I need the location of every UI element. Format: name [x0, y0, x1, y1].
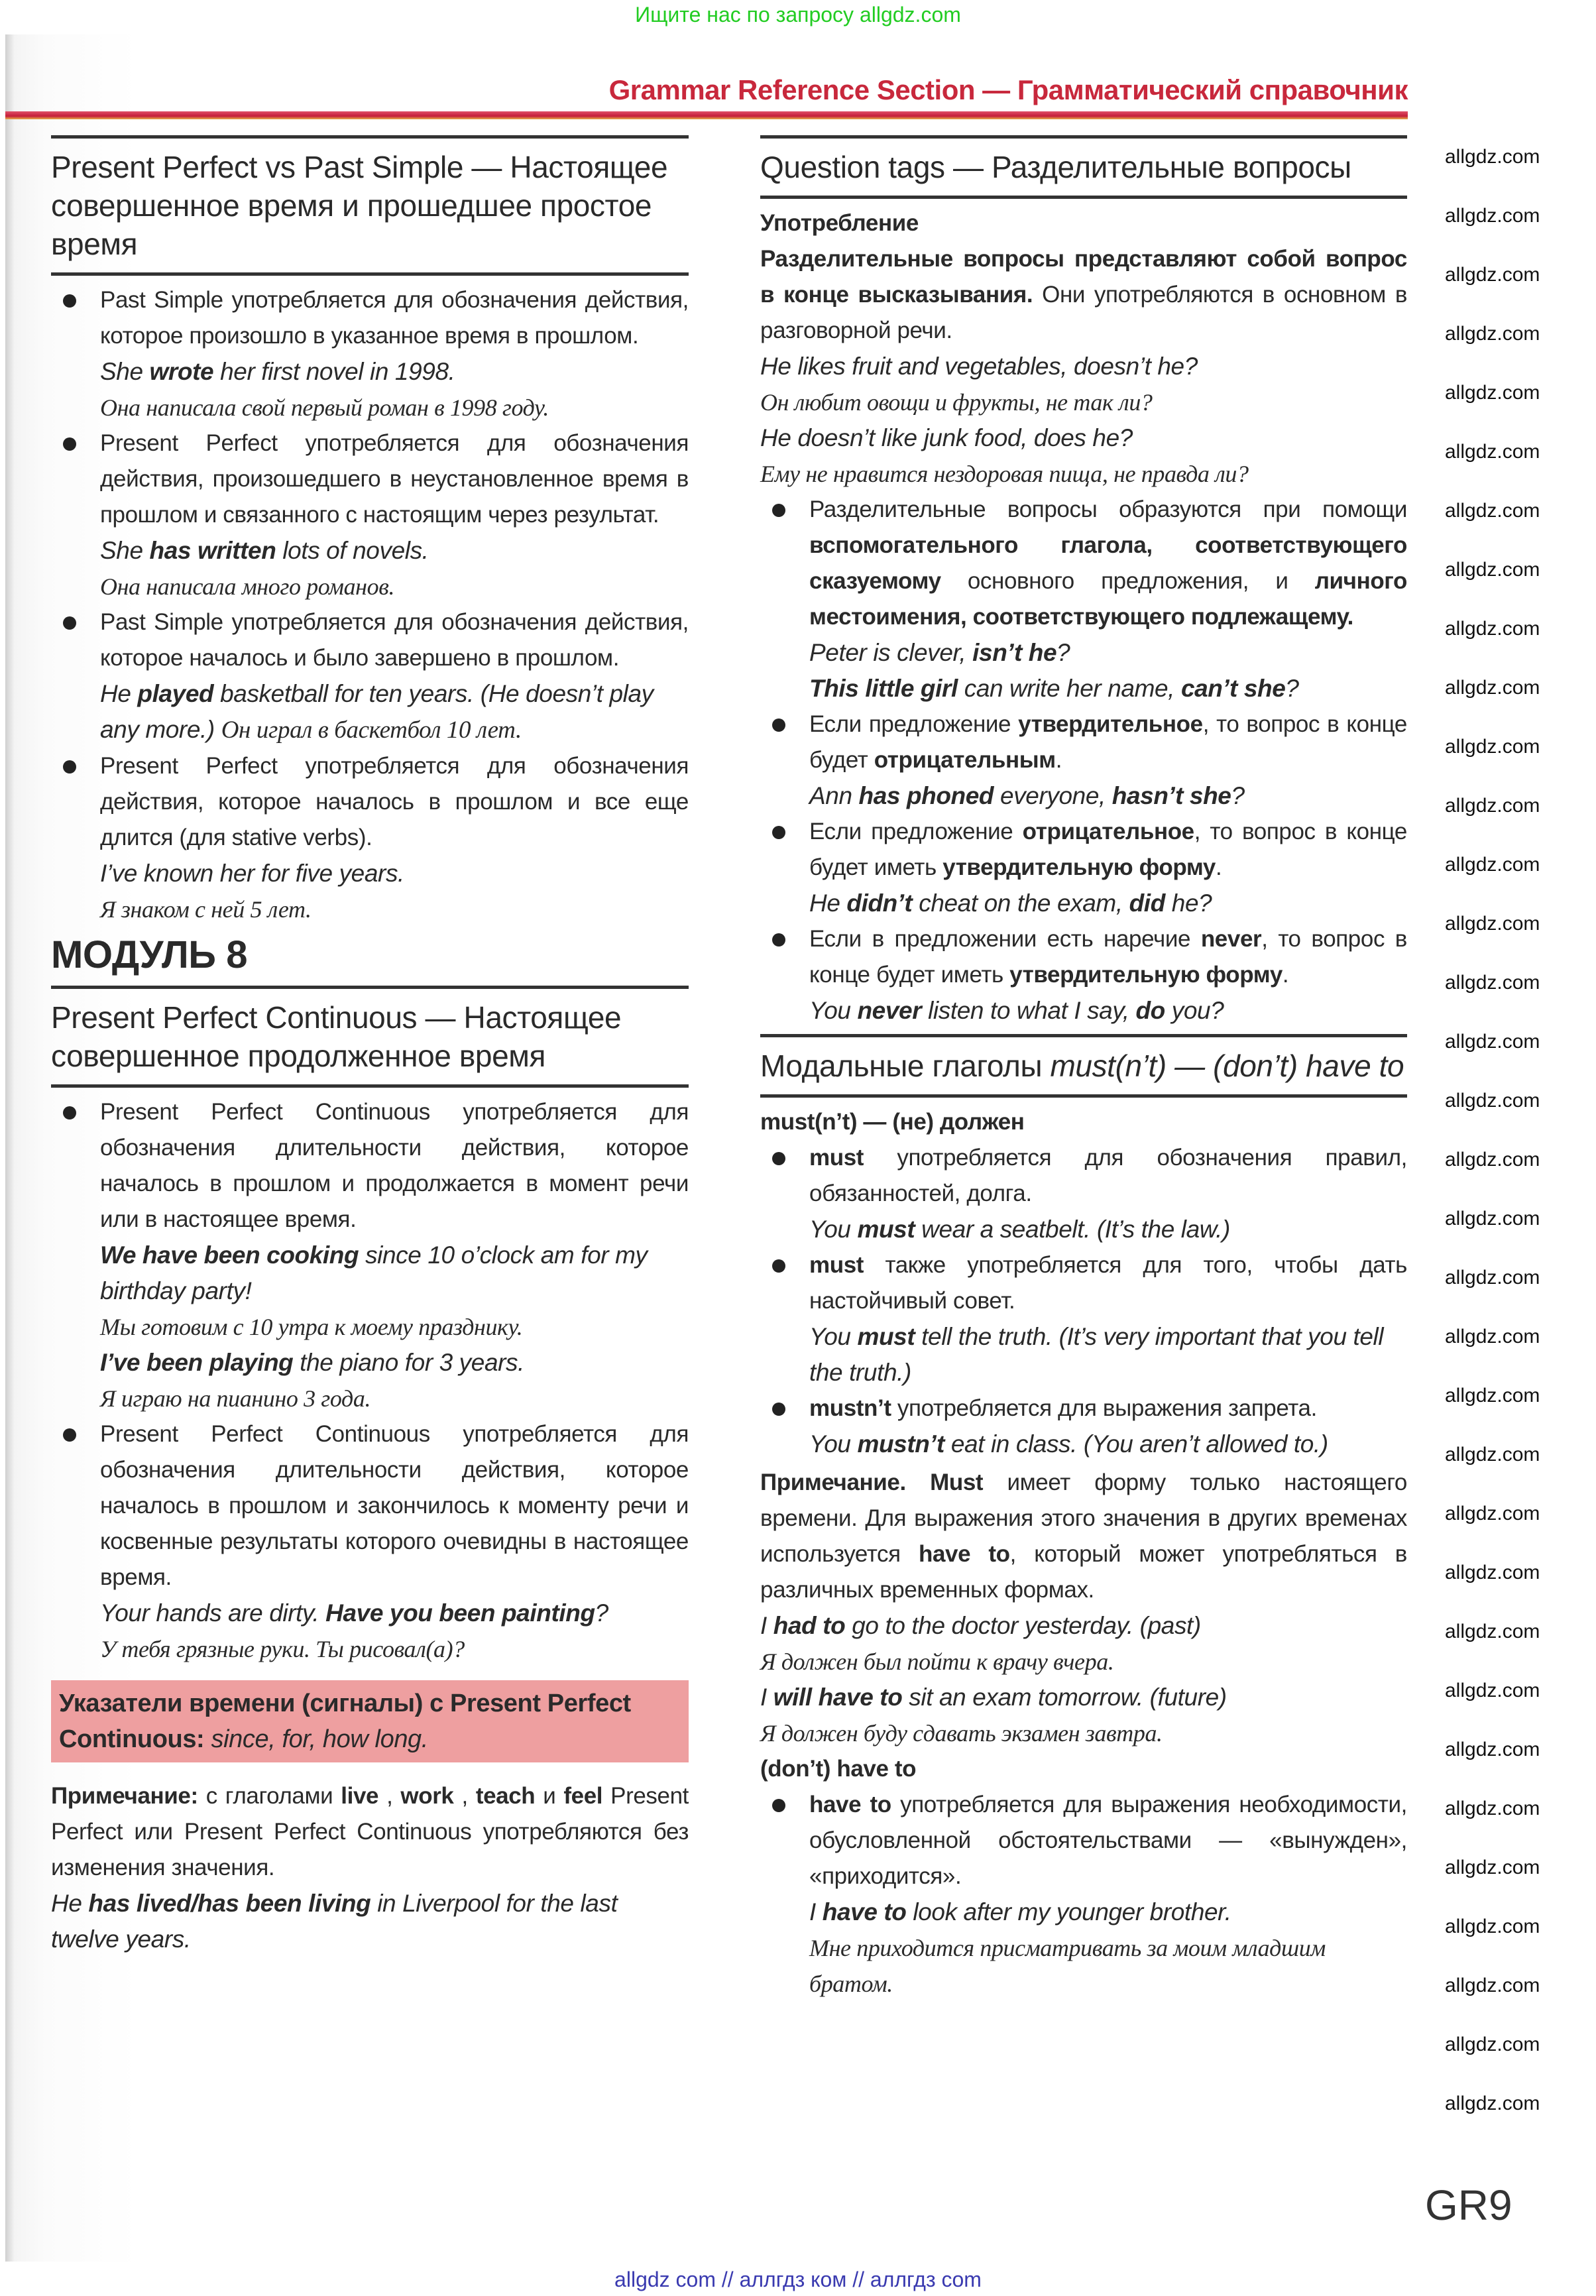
text-segment: Present Perfect употребляется для обозначения действия, произошедшего в неустановленное время в прошлом и связанного с настоящим через результат.	[100, 430, 689, 528]
text-segment: eat in class. (You aren’t allowed to.)	[944, 1430, 1328, 1458]
text-segment: has written	[149, 537, 276, 564]
text-segment: , то вопрос в конце будет иметь	[809, 926, 1407, 988]
watermark: allgdz.com	[1445, 1090, 1540, 1112]
bullet-item	[51, 604, 689, 676]
text-segment: , который может употребляться в различных временных формах.	[760, 1541, 1407, 1603]
example	[760, 1319, 1407, 1391]
text-segment: do	[1135, 997, 1165, 1024]
divider	[760, 196, 1407, 199]
text-segment: hasn’t she	[1112, 782, 1231, 809]
text-segment: isn’t he	[972, 639, 1057, 666]
text-segment: never	[1200, 926, 1262, 952]
watermark: allgdz.com	[1445, 913, 1540, 935]
time-markers-box	[51, 1680, 689, 1762]
section-title	[760, 145, 1407, 190]
text-segment: have to	[918, 1541, 1010, 1567]
section-title	[51, 145, 689, 267]
bullet-item	[760, 1391, 1407, 1426]
text-segment: .	[1215, 854, 1222, 880]
watermark: allgdz.com	[1445, 1326, 1540, 1348]
text-segment: утвердительную форму	[942, 854, 1216, 880]
text-segment: mustn’t	[857, 1430, 944, 1458]
text-segment: He	[100, 680, 138, 707]
text-segment: .	[1282, 962, 1289, 988]
watermark: allgdz.com	[1445, 1857, 1540, 1878]
text-segment: You	[809, 1430, 858, 1458]
text-segment: Они употребляются в основном в разговорной речи.	[760, 282, 1408, 343]
text-segment: I’ve known her for five years.	[100, 860, 404, 887]
text-segment: Он играл в баскетбол 10 лет.	[221, 717, 522, 744]
watermark: allgdz.com	[1445, 1444, 1540, 1465]
text-segment: Present Perfect или Present Perfect Continuous употребляются без изменения значения.	[51, 1783, 689, 1880]
module-title	[51, 930, 689, 980]
example	[51, 354, 689, 390]
text-segment: употребляется для выражения необходимости, обусловленной обстоятельствами — «вынужден», «приходится».	[809, 1792, 1407, 1889]
text-segment: , то вопрос в конце будет иметь	[809, 819, 1407, 880]
example	[760, 778, 1407, 814]
example	[760, 635, 1407, 671]
text-segment: отрицательным	[874, 747, 1056, 773]
text-segment: Past Simple употребляется для обозначения действия, которое началось и было завершено в прошлом.	[100, 609, 689, 671]
text-segment: teach	[475, 1783, 536, 1809]
bullet-item	[760, 1247, 1407, 1319]
text-segment: You	[809, 997, 858, 1024]
translation	[760, 1930, 1407, 2002]
text-segment: He likes fruit and vegetables, doesn’t he?	[760, 353, 1198, 380]
example	[51, 856, 689, 891]
text-segment: Present Perfect Continuous — Настоящее совершенное продолженное время	[51, 1000, 622, 1073]
watermark: allgdz.com	[1445, 677, 1540, 699]
watermark: allgdz.com	[1445, 1975, 1540, 1996]
subheading	[760, 1104, 1407, 1140]
text-segment: Peter is clever,	[809, 639, 973, 666]
left-column	[51, 130, 689, 1957]
bullet-item	[51, 282, 689, 354]
bullet-item	[760, 921, 1407, 993]
watermark: allgdz.com	[1445, 1267, 1540, 1289]
text-segment: Мы готовим с 10 утра к моему празднику.	[100, 1314, 523, 1340]
bullet-item	[760, 1140, 1407, 1212]
watermark: allgdz.com	[1445, 795, 1540, 817]
text-segment: Примечание:	[51, 1783, 198, 1809]
watermark: allgdz.com	[1445, 1621, 1540, 1642]
text-segment: Я знаком с ней 5 лет.	[100, 896, 312, 923]
text-segment: ?	[1056, 639, 1070, 666]
watermark: allgdz.com	[1445, 264, 1540, 286]
text-segment: У тебя грязные руки. Ты рисовал(а)?	[100, 1636, 465, 1662]
translation	[51, 390, 689, 426]
page-number: GR9	[1425, 2181, 1512, 2229]
text-segment: имеет форму только настоящего времени. Для выражения этого значения в других временах используется	[760, 1469, 1407, 1567]
section-title	[51, 996, 689, 1079]
bullet-item	[760, 492, 1407, 635]
watermark: allgdz.com	[1445, 736, 1540, 758]
text-segment: in Liverpool for the last twelve years.	[51, 1890, 618, 1953]
text-segment: отрицательное	[1022, 819, 1194, 844]
bullet-item	[51, 426, 689, 533]
text-segment: Примечание. Must	[760, 1469, 984, 1495]
text-segment: cheat on the exam,	[912, 890, 1129, 917]
text-segment: feel	[563, 1783, 603, 1809]
translation	[51, 1631, 689, 1667]
text-segment: Past Simple употребляется для обозначения действия, которое произошло в указанное время в прошлом.	[100, 287, 689, 349]
text-segment: Question tags — Разделительные вопросы	[760, 150, 1351, 184]
header-divider	[5, 111, 1408, 119]
text-segment: Present Perfect употребляется для обозначения действия, которое началось в прошлом и все еще длится (для stative verbs).	[100, 753, 689, 850]
watermark: allgdz.com	[1445, 1739, 1540, 1760]
watermark: allgdz.com	[1445, 559, 1540, 581]
text-segment: Указатели времени (сигналы) с Present Perfect Continuous:	[59, 1690, 631, 1753]
text-segment: the piano for 3 years.	[293, 1349, 525, 1376]
text-segment: lots of novels.	[276, 537, 429, 564]
text-segment: never	[857, 997, 922, 1024]
text-segment: Если предложение	[809, 711, 1019, 737]
text-segment: I	[760, 1684, 773, 1711]
bullet-item	[760, 814, 1407, 886]
text-segment: Мне приходится присматривать за моим младшим братом.	[809, 1935, 1326, 1997]
watermark: allgdz.com	[1445, 1562, 1540, 1583]
text-segment: can’t she	[1180, 675, 1286, 702]
text-segment: Present Perfect Continuous употребляется для обозначения длительности действия, которое началось в прошлом и закончилось к моменту речи и косвенные результаты которого очевидны в настоящее время.	[100, 1421, 689, 1590]
text-segment: You	[809, 1323, 858, 1350]
translation	[760, 1715, 1407, 1751]
text-segment: Ann	[809, 782, 859, 809]
translation	[51, 569, 689, 604]
text-segment: This little girl	[809, 675, 958, 702]
text-segment: ,	[378, 1783, 401, 1809]
text-segment: .	[1055, 747, 1062, 773]
text-segment: wrote	[149, 358, 214, 385]
watermark: allgdz.com	[1445, 441, 1540, 463]
watermark: allgdz.com	[1445, 854, 1540, 876]
text-segment: Если в предложении есть наречие	[809, 926, 1201, 952]
text-segment: Have you been painting	[325, 1599, 595, 1627]
watermark: allgdz.com	[1445, 2034, 1540, 2055]
example	[760, 349, 1407, 384]
text-segment: Разделительные вопросы представляют собой вопрос в конце высказывания.	[760, 246, 1407, 308]
text-segment: Он любит овощи и фрукты, не так ли?	[760, 389, 1153, 416]
example	[51, 1237, 689, 1309]
text-segment: I	[760, 1612, 773, 1639]
example	[51, 533, 689, 569]
translation	[760, 1644, 1407, 1680]
watermark: allgdz.com	[1445, 1385, 1540, 1406]
text-segment: has lived/has been living	[88, 1890, 371, 1917]
example	[51, 676, 689, 748]
divider	[51, 272, 689, 276]
search-banner: Ищите нас по запросу allgdz.com	[635, 3, 961, 27]
text-segment: утвердительную форму	[1009, 962, 1282, 988]
text-segment: She	[100, 537, 150, 564]
text-segment: must(n’t) — (don’t) have to	[1050, 1049, 1404, 1083]
divider	[760, 1094, 1407, 1098]
text-segment: her first novel in 1998.	[213, 358, 455, 385]
text-segment: Your hands are dirty.	[100, 1599, 326, 1627]
example	[760, 1894, 1407, 1930]
text-segment: did	[1129, 890, 1165, 917]
text-segment: Present Perfect Continuous употребляется для обозначения длительности действия, которое началось в прошлом и продолжается в момент речи или в настоящее время.	[100, 1099, 689, 1232]
text-segment: since, for, how long.	[204, 1725, 428, 1753]
watermark: allgdz.com	[1445, 1680, 1540, 1701]
text-segment: look after my younger brother.	[906, 1898, 1231, 1925]
text-segment: You	[809, 1216, 858, 1243]
watermark: allgdz.com	[1445, 500, 1540, 522]
text-segment: I’ve been playing	[100, 1349, 294, 1376]
paragraph	[760, 241, 1407, 349]
example	[760, 993, 1407, 1029]
text-segment: had to	[773, 1612, 846, 1639]
text-segment: must	[809, 1145, 864, 1171]
right-column	[760, 130, 1407, 2002]
watermark: allgdz.com	[1445, 146, 1540, 168]
text-segment: I	[809, 1898, 823, 1925]
translation	[51, 891, 689, 927]
text-segment: everyone,	[994, 782, 1112, 809]
divider	[760, 1034, 1407, 1037]
bullet-item	[51, 1416, 689, 1595]
text-segment: have to	[822, 1898, 907, 1925]
text-segment: since 10 o’clock am for my birthday party!	[100, 1241, 648, 1304]
text-segment: tell the truth. (It’s very important that you tell the truth.)	[809, 1323, 1384, 1386]
text-segment: can write her name,	[957, 675, 1181, 702]
watermark: allgdz.com	[1445, 2093, 1540, 2114]
watermark: allgdz.com	[1445, 323, 1540, 345]
subheading	[760, 205, 1407, 241]
text-segment: употребляется для обозначения правил, обязанностей, долга.	[809, 1145, 1407, 1206]
text-segment: (don’t) have to	[760, 1756, 917, 1782]
divider	[760, 135, 1407, 139]
text-segment: go to the doctor yesterday. (past)	[845, 1612, 1201, 1639]
text-segment: ?	[1285, 675, 1299, 702]
translation	[760, 384, 1407, 420]
text-segment: played	[137, 680, 214, 707]
text-segment: Разделительные вопросы образуются при помощи	[809, 496, 1407, 522]
watermark: allgdz.com	[1445, 1149, 1540, 1171]
text-segment: ?	[595, 1599, 608, 1627]
text-segment: Present Perfect vs Past Simple — Настоящее совершенное время и прошедшее простое время	[51, 150, 668, 261]
text-segment: основного предложения, и	[940, 568, 1315, 594]
text-segment: We have been cooking	[100, 1241, 359, 1269]
text-segment: sit an exam tomorrow. (future)	[902, 1684, 1227, 1711]
text-segment: ,	[453, 1783, 476, 1809]
watermark: allgdz.com	[1445, 618, 1540, 640]
text-segment: Модальные глаголы	[760, 1049, 1051, 1083]
example	[760, 1426, 1407, 1462]
bullet-item	[760, 707, 1407, 778]
text-segment: He	[51, 1890, 89, 1917]
text-segment: Я должен буду сдавать экзамен завтра.	[760, 1720, 1163, 1747]
example	[760, 886, 1407, 921]
example	[51, 1345, 689, 1381]
text-segment: has phoned	[858, 782, 994, 809]
text-segment: live	[341, 1783, 379, 1809]
text-segment: He doesn’t like junk food, does he?	[760, 424, 1133, 451]
text-segment: must	[857, 1323, 915, 1350]
text-segment: wear a seatbelt. (It’s the law.)	[915, 1216, 1230, 1243]
text-segment: must	[857, 1216, 915, 1243]
text-segment: you?	[1165, 997, 1224, 1024]
text-segment: , то вопрос в конце будет	[809, 711, 1407, 773]
translation	[51, 1381, 689, 1416]
divider	[51, 135, 689, 139]
translation	[51, 1309, 689, 1345]
watermark: allgdz.com	[1445, 1798, 1540, 1819]
text-segment: личного местоимения, соответствующего подлежащему.	[809, 568, 1407, 630]
text-segment: She	[100, 358, 150, 385]
text-segment: вспомогательного глагола, соответствующего сказуемому	[809, 532, 1407, 594]
example	[760, 1680, 1407, 1715]
text-segment: Я должен был пойти к врачу вчера.	[760, 1648, 1114, 1675]
text-segment: Она написала свой первый роман в 1998 году.	[100, 394, 549, 421]
example	[760, 420, 1407, 456]
watermark: allgdz.com	[1445, 1503, 1540, 1524]
divider	[51, 986, 689, 989]
example	[760, 1608, 1407, 1644]
text-segment: Она написала много романов.	[100, 573, 395, 600]
text-segment: с глаголами	[198, 1783, 341, 1809]
watermark: allgdz.com	[1445, 1208, 1540, 1230]
footer-links[interactable]: allgdz com // аллгдз ком // аллгдз com	[614, 2267, 982, 2291]
text-segment: must(n’t) — (не) должен	[760, 1109, 1025, 1135]
text-segment: didn’t	[846, 890, 913, 917]
note	[760, 1465, 1407, 1608]
text-segment: Если предложение	[809, 819, 1023, 844]
note	[51, 1778, 689, 1886]
text-segment: употребляется для выражения запрета.	[891, 1395, 1317, 1421]
bullet-item	[51, 1094, 689, 1237]
text-segment: утвердительное	[1018, 711, 1203, 737]
text-segment: must	[809, 1252, 864, 1278]
text-segment: work	[400, 1783, 454, 1809]
divider	[51, 1084, 689, 1088]
text-segment: и	[535, 1783, 564, 1809]
watermark: allgdz.com	[1445, 1031, 1540, 1053]
example	[51, 1886, 689, 1957]
example	[51, 1595, 689, 1631]
text-segment: МОДУЛЬ 8	[51, 933, 248, 976]
example	[760, 1212, 1407, 1247]
text-segment: He	[809, 890, 847, 917]
section-header: Grammar Reference Section — Грамматический справочник	[608, 74, 1408, 105]
watermark: allgdz.com	[1445, 972, 1540, 994]
watermark: allgdz.com	[1445, 1916, 1540, 1937]
text-segment: ?	[1231, 782, 1245, 809]
text-segment: Употребление	[760, 210, 919, 236]
text-segment: have to	[809, 1792, 891, 1817]
text-segment: basketball for ten years. (He doesn’t play any more.)	[100, 680, 654, 743]
text-segment: Я играю на пианино 3 года.	[100, 1385, 371, 1412]
text-segment: также употребляется для того, чтобы дать настойчивый совет.	[809, 1252, 1407, 1314]
example	[760, 671, 1407, 707]
text-segment: will have to	[773, 1684, 903, 1711]
text-segment: Ему не нравится нездоровая пища, не правда ли?	[760, 461, 1249, 487]
text-segment: listen to what I say,	[921, 997, 1136, 1024]
watermark: allgdz.com	[1445, 205, 1540, 227]
bullet-item	[760, 1787, 1407, 1894]
subheading	[760, 1751, 1407, 1787]
text-segment: mustn’t	[809, 1395, 891, 1421]
section-title	[760, 1044, 1407, 1089]
watermark: allgdz.com	[1445, 382, 1540, 404]
translation	[760, 456, 1407, 492]
bullet-item	[51, 748, 689, 856]
text-segment: he?	[1165, 890, 1212, 917]
